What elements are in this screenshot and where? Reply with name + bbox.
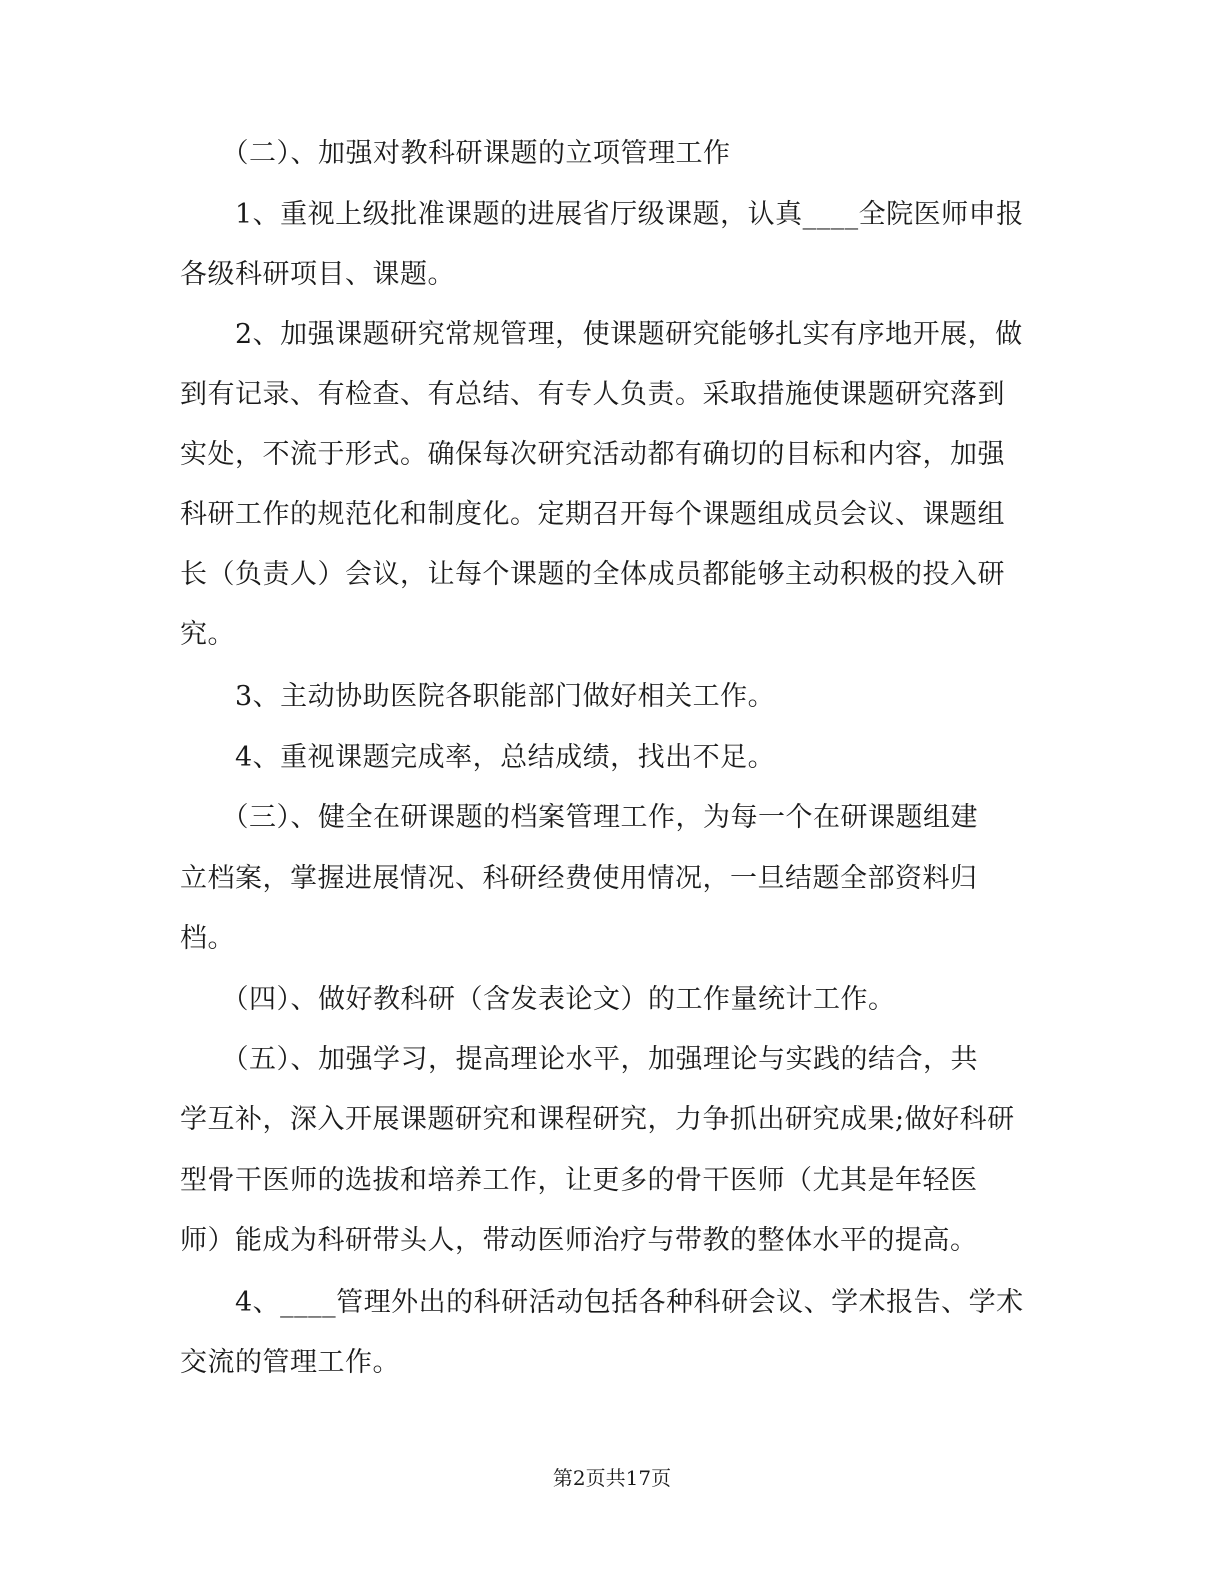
text-line: 立档案，掌握进展情况、科研经费使用情况，一旦结题全部资料归 (180, 863, 978, 894)
text-line: （三）、健全在研课题的档案管理工作，为每一个在研课题组建 (180, 802, 978, 833)
text-line: 型骨干医师的选拔和培养工作，让更多的骨干医师（尤其是年轻医 (180, 1165, 978, 1196)
text-line: （四）、做好教科研（含发表论文）的工作量统计工作。 (180, 984, 896, 1015)
page-number: 第2页共17页 (552, 1466, 672, 1490)
text-line: 档。 (180, 923, 235, 954)
text-line: 长（负责人）会议，让每个课题的全体成员都能够主动积极的投入研 (180, 559, 1005, 590)
text-line: 1、重视上级批准课题的进展省厅级课题，认真____全院医师申报 (180, 199, 1024, 230)
text-line: 科研工作的规范化和制度化。定期召开每个课题组成员会议、课题组 (180, 499, 1005, 530)
text-line: 3、主动协助医院各职能部门做好相关工作。 (180, 681, 776, 712)
text-line: 4、____管理外出的科研活动包括各种科研会议、学术报告、学术 (180, 1287, 1024, 1318)
text-line: 到有记录、有检查、有总结、有专人负责。采取措施使课题研究落到 (180, 379, 1005, 410)
text-line: （五）、加强学习，提高理论水平，加强理论与实践的结合，共 (180, 1044, 978, 1075)
text-line: 各级科研项目、课题。 (180, 259, 455, 290)
text-line: 实处，不流于形式。确保每次研究活动都有确切的目标和内容，加强 (180, 439, 1005, 470)
text-line: 究。 (180, 619, 235, 650)
text-line: 师）能成为科研带头人，带动医师治疗与带教的整体水平的提高。 (180, 1225, 978, 1256)
text-line: 学互补，深入开展课题研究和课程研究，力争抓出研究成果;做好科研 (180, 1104, 1015, 1135)
text-line: 2、加强课题研究常规管理，使课题研究能够扎实有序地开展，做 (180, 319, 1023, 350)
text-line: （二）、加强对教科研课题的立项管理工作 (180, 138, 731, 169)
text-line: 4、重视课题完成率，总结成绩，找出不足。 (180, 742, 776, 773)
text-line: 交流的管理工作。 (180, 1347, 400, 1378)
